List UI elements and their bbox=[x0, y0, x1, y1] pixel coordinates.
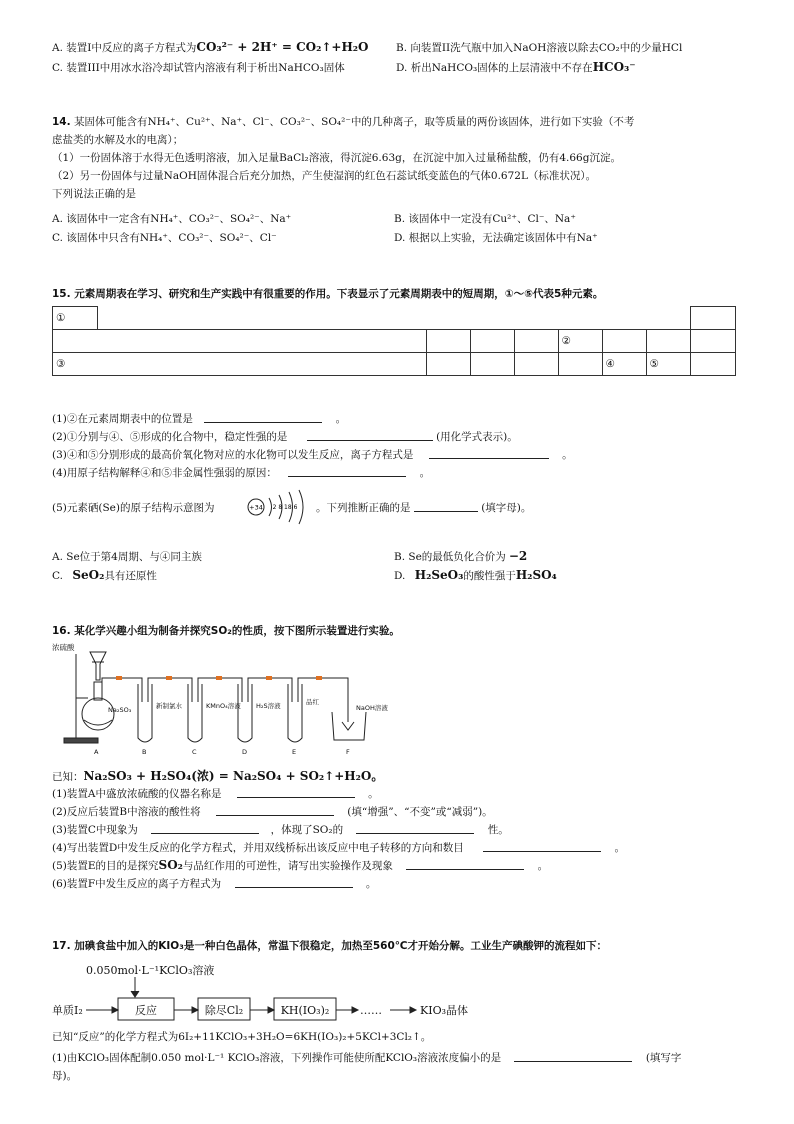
label-d-h2s: H₂S溶液 bbox=[256, 702, 281, 710]
q17-stem bbox=[52, 938, 607, 953]
q15-option-c-chem: SeO₂ bbox=[72, 568, 105, 582]
q15-option-a: A. Se位于第4周期、与④同主族 bbox=[52, 551, 202, 563]
pt-empty bbox=[646, 307, 691, 330]
pt-empty bbox=[602, 307, 646, 330]
q15-option-d bbox=[394, 568, 557, 583]
q15-stem-text: 元素周期表在学习、研究和生产实践中有很重要的作用。下表显示了元素周期表中的短周期，①～⑤代表5种元素。 bbox=[74, 288, 604, 300]
q16-part1 bbox=[52, 786, 379, 801]
flow-box-remove-cl2-label: 除尽Cl₂ bbox=[204, 1004, 244, 1017]
q16-number: 16. bbox=[52, 625, 71, 637]
q16-part5 bbox=[52, 858, 548, 873]
pt-row2-left bbox=[53, 330, 427, 353]
test-tube-b bbox=[138, 684, 152, 742]
period: 。 bbox=[419, 467, 431, 479]
q16-part1-text: (1)装置A中盛放浓硫酸的仪器名称是 bbox=[52, 788, 222, 800]
q15-option-d-label: D. bbox=[394, 570, 406, 582]
q17-part1-text: (1)由KClO₃固体配制0.050 mol·L⁻¹ KClO₃溶液，下列操作可能使所配KClO₃溶液浓度偏小的是 bbox=[52, 1052, 502, 1064]
q15-option-d-chem2: H₂SO₄ bbox=[515, 568, 557, 582]
arrow-1-head bbox=[112, 1007, 118, 1013]
q13-option-d-ion: HCO₃⁻ bbox=[592, 60, 636, 74]
q15-option-d-text: 的酸性强于 bbox=[463, 570, 516, 582]
pt-cell-1: ① bbox=[53, 307, 98, 330]
q15-option-c-text: 具有还原性 bbox=[104, 570, 157, 582]
q15-part5-ask bbox=[316, 500, 531, 515]
flask-liquid bbox=[84, 720, 112, 725]
q16-part4-blank[interactable] bbox=[483, 841, 601, 852]
q15-option-c-label: C. bbox=[52, 570, 63, 582]
q17-number: 17. bbox=[52, 940, 71, 952]
flow-dots: …… bbox=[360, 1004, 382, 1017]
pt-cell bbox=[470, 330, 514, 353]
label-na2so3: Na₂SO₃ bbox=[108, 706, 132, 714]
beaker-f bbox=[332, 712, 366, 740]
q13-option-b: B. 向装置II洗气瓶中加入NaOH溶液以除去CO₂中的少量HCl bbox=[396, 42, 683, 54]
q15-part2 bbox=[52, 429, 518, 444]
flow-box-reaction-label: 反应 bbox=[135, 1004, 157, 1017]
q16-part2-suffix: (填“增强”、“不变”或“减弱”)。 bbox=[347, 806, 493, 818]
pt-cell bbox=[602, 330, 646, 353]
q16-part6-text: (6)装置F中发生反应的离子方程式为 bbox=[52, 878, 222, 890]
se-shell-arc-4 bbox=[299, 490, 303, 524]
q15-part1-text: (1)②在元素周期表中的位置是 bbox=[52, 413, 193, 425]
pt-cell bbox=[558, 353, 602, 376]
q16-known-equation: Na₂SO₃ + H₂SO₄(浓) = Na₂SO₄ + SO₂↑+H₂O。 bbox=[83, 769, 384, 783]
q16-part3-blank-1[interactable] bbox=[151, 823, 259, 834]
q16-part5-text2: 与品红作用的可逆性，请写出实验操作及现象 bbox=[182, 860, 393, 872]
q16-part4 bbox=[52, 840, 625, 855]
pt-cell bbox=[514, 353, 558, 376]
flow-box-khio3-label: KH(IO₃)₂ bbox=[280, 1004, 330, 1017]
q16-part2 bbox=[52, 804, 493, 819]
se-nucleus-label: +34 bbox=[249, 503, 263, 512]
pt-empty bbox=[514, 307, 558, 330]
q16-part1-blank[interactable] bbox=[237, 787, 355, 798]
pt-cell bbox=[691, 353, 736, 376]
q14-option-a: A. 该固体中一定含有NH₄⁺、CO₃²⁻、SO₄²⁻、Na⁺ bbox=[52, 213, 292, 225]
process-flow-diagram bbox=[52, 975, 512, 1025]
q13-option-a-equation: CO₃²⁻ + 2H⁺ = CO₂↑+H₂O bbox=[196, 40, 369, 54]
pt-cell-noble-1 bbox=[691, 307, 736, 330]
pt-cell-2: ② bbox=[558, 330, 602, 353]
period: 。 bbox=[614, 842, 625, 854]
funnel-f bbox=[342, 722, 354, 730]
q16-stem bbox=[52, 623, 400, 638]
q16-part3-suffix: 性。 bbox=[487, 824, 509, 836]
letter-b: B bbox=[142, 748, 147, 756]
label-e-pinned-red: 品红 bbox=[306, 698, 319, 706]
se-shell-electrons: 2 8 18 6 bbox=[272, 504, 298, 511]
pt-empty bbox=[98, 307, 427, 330]
q15-part2-blank[interactable] bbox=[307, 430, 433, 441]
q15-stem bbox=[52, 286, 603, 301]
q16-part2-blank[interactable] bbox=[216, 805, 334, 816]
flow-feed-label: 0.050mol·L⁻¹KClO₃溶液 bbox=[86, 964, 215, 977]
apparatus-diagram bbox=[52, 642, 388, 758]
q16-part6 bbox=[52, 876, 376, 891]
q13-option-a-text: A. 装置I中反应的离子方程式为 bbox=[52, 42, 197, 54]
connector bbox=[116, 676, 122, 680]
se-atom-diagram bbox=[245, 489, 313, 525]
letter-e: E bbox=[292, 748, 297, 756]
arrow-2-head bbox=[192, 1007, 198, 1013]
test-tube-e bbox=[288, 684, 302, 742]
q16-part5-text: (5)装置E的目的是探究 bbox=[52, 860, 159, 872]
q17-part1 bbox=[52, 1050, 681, 1065]
period: 。 bbox=[562, 449, 573, 461]
q16-part3-text: (3)装置C中现象为 bbox=[52, 824, 138, 836]
tube-a-b bbox=[102, 678, 142, 702]
q17-part1-suffix: (填写字 bbox=[645, 1052, 682, 1064]
q13-option-d bbox=[396, 60, 636, 75]
period: 。 bbox=[537, 860, 549, 872]
q15-part2-text: (2)①分别与④、⑤形成的化合物中，稳定性强的是 bbox=[52, 431, 288, 443]
q15-part4-text: (4)用原子结构解释④和⑤非金属性强弱的原因： bbox=[52, 467, 277, 479]
q16-part4-text: (4)写出装置D中发生反应的化学方程式，并用双线桥标出该反应中电子转移的方向和数目 bbox=[52, 842, 464, 854]
q14-number: 14. bbox=[52, 116, 71, 128]
pt-cell bbox=[426, 330, 470, 353]
feed-arrow-head bbox=[131, 991, 139, 997]
q16-part5-chem: SO₂ bbox=[158, 858, 183, 872]
q15-part4 bbox=[52, 465, 430, 480]
letter-d: D bbox=[242, 748, 248, 756]
label-b-chlorine-water: 新制氯水 bbox=[156, 702, 182, 710]
q16-part3-blank-2[interactable] bbox=[356, 823, 474, 834]
q13-option-d-text: D. 析出NaHCO₃固体的上层清液中不存在 bbox=[396, 62, 593, 74]
q17-part1-blank[interactable] bbox=[514, 1051, 632, 1062]
q15-option-b-text: B. Se的最低负化合价为 bbox=[394, 551, 506, 563]
letter-c: C bbox=[192, 748, 197, 756]
q14-experiment-1: （1）一份固体溶于水得无色透明溶液，加入足量BaCl₂溶液，得沉淀6.63g，在沉淀中加入过量稀盐酸，仍有4.66g沉淀。 bbox=[52, 152, 621, 164]
q15-part1-blank[interactable] bbox=[204, 412, 322, 423]
arrow-5-head bbox=[410, 1007, 416, 1013]
connector bbox=[266, 676, 272, 680]
q16-part3 bbox=[52, 822, 509, 837]
test-tube-d bbox=[238, 684, 252, 742]
q17-stem-text: 加碘食盐中加入的KIO₃是一种白色晶体，常温下很稳定，加热至560℃才开始分解。工业生产碘酸钾的流程如下： bbox=[74, 940, 607, 952]
q13-option-a bbox=[52, 40, 369, 55]
q15-part5 bbox=[52, 500, 214, 515]
q16-part5-blank[interactable] bbox=[406, 859, 524, 870]
se-shell-arc-1 bbox=[269, 498, 272, 516]
periodic-table bbox=[52, 306, 736, 376]
q17-known: 已知“反应”的化学方程式为6I₂+11KClO₃+3H₂O=6KH(IO₃)₂+5KCl+3Cl₂↑。 bbox=[52, 1031, 432, 1043]
q14-option-d: D. 根据以上实验，无法确定该固体中有Na⁺ bbox=[394, 232, 598, 244]
pt-cell bbox=[514, 330, 558, 353]
q14-stem1: 某固体可能含有NH₄⁺、Cu²⁺、Na⁺、Cl⁻、CO₃²⁻、SO₄²⁻中的几种离子，取等质量的两份该固体，进行如下实验（不考 bbox=[73, 116, 635, 128]
flask-neck bbox=[94, 682, 102, 700]
q16-known bbox=[52, 767, 383, 784]
q15-part3-text: (3)④和⑤分别形成的最高价氧化物对应的水化物可以发生反应，离子方程式是 bbox=[52, 449, 414, 461]
letter-f: F bbox=[346, 748, 350, 756]
q16-part3-mid: ，体现了SO₂的 bbox=[270, 824, 344, 836]
q14-ask: 下列说法正确的是 bbox=[52, 188, 136, 200]
q15-option-b bbox=[394, 549, 527, 564]
q16-known-prefix: 已知： bbox=[52, 771, 84, 783]
label-f-naoh: NaOH溶液 bbox=[356, 704, 388, 712]
q15-number: 15. bbox=[52, 288, 71, 300]
pt-empty bbox=[470, 307, 514, 330]
q16-stem-text: 某化学兴趣小组为制备并探究SO₂的性质，按下图所示装置进行实验。 bbox=[74, 625, 400, 637]
tube-b-c bbox=[148, 678, 192, 702]
q15-option-d-chem1: H₂SeO₃ bbox=[414, 568, 464, 582]
q15-option-b-value: −2 bbox=[508, 549, 528, 563]
arrow-3-head bbox=[268, 1007, 274, 1013]
q14-option-b: B. 该固体中一定没有Cu²⁺、Cl⁻、Na⁺ bbox=[394, 213, 576, 225]
pt-cell bbox=[691, 330, 736, 353]
test-tube-c bbox=[188, 684, 202, 742]
stand-base bbox=[64, 738, 98, 743]
connector bbox=[316, 676, 322, 680]
q15-part5-suffix: (填字母)。 bbox=[481, 502, 532, 514]
q15-part4-blank[interactable] bbox=[288, 466, 406, 477]
q14-option-c: C. 该固体中只含有NH₄⁺、CO₃²⁻、SO₄²⁻、Cl⁻ bbox=[52, 232, 277, 244]
pt-empty bbox=[558, 307, 602, 330]
q15-part5-ask-text: 。下列推断正确的是 bbox=[316, 502, 411, 514]
arrow-4-head bbox=[352, 1007, 358, 1013]
q15-part3-blank[interactable] bbox=[429, 448, 549, 459]
period: 。 bbox=[335, 413, 347, 425]
q15-part1 bbox=[52, 411, 346, 426]
label-c-kmno4: KMnO₄溶液 bbox=[206, 702, 241, 710]
pt-empty bbox=[426, 307, 470, 330]
q13-option-c: C. 装置III中用冰水浴冷却试管内溶液有利于析出NaHCO₃固体 bbox=[52, 62, 345, 74]
q15-part2-suffix: (用化学式表示)。 bbox=[436, 431, 518, 443]
pt-cell-4: ④ bbox=[602, 353, 646, 376]
period: 。 bbox=[368, 788, 379, 800]
connector bbox=[166, 676, 172, 680]
q14-stem-line1 bbox=[52, 114, 634, 129]
q15-part3 bbox=[52, 447, 573, 462]
q17-part1-cont: 母)。 bbox=[52, 1070, 78, 1082]
pt-cell bbox=[426, 353, 470, 376]
tube-c-d bbox=[198, 678, 242, 702]
flow-start-i2: 单质I₂ bbox=[52, 1004, 83, 1017]
q14-stem-line2: 虑盐类的水解及水的电离）； bbox=[52, 134, 184, 146]
q15-part5-blank[interactable] bbox=[414, 501, 478, 512]
tube-d-e bbox=[248, 678, 292, 702]
connector bbox=[216, 676, 222, 680]
separatory-funnel bbox=[90, 652, 106, 680]
flow-end-kio3: KIO₃晶体 bbox=[420, 1004, 468, 1017]
pt-cell-3: ③ bbox=[53, 353, 427, 376]
q16-part2-text: (2)反应后装置B中溶液的酸性将 bbox=[52, 806, 201, 818]
q15-part5-text: (5)元素硒(Se)的原子结构示意图为 bbox=[52, 502, 215, 514]
letter-a: A bbox=[94, 748, 99, 756]
pt-cell bbox=[646, 330, 691, 353]
label-conc-sulfuric-acid: 浓硫酸 bbox=[52, 643, 75, 652]
q15-option-c bbox=[52, 568, 157, 583]
pt-cell bbox=[470, 353, 514, 376]
q14-experiment-2: （2）另一份固体与过量NaOH固体混合后充分加热，产生使湿润的红色石蕊试纸变蓝色的气体0.672L（标准状况）。 bbox=[52, 170, 597, 182]
q16-part6-blank[interactable] bbox=[235, 877, 353, 888]
period: 。 bbox=[365, 878, 377, 890]
pt-cell-5: ⑤ bbox=[646, 353, 691, 376]
